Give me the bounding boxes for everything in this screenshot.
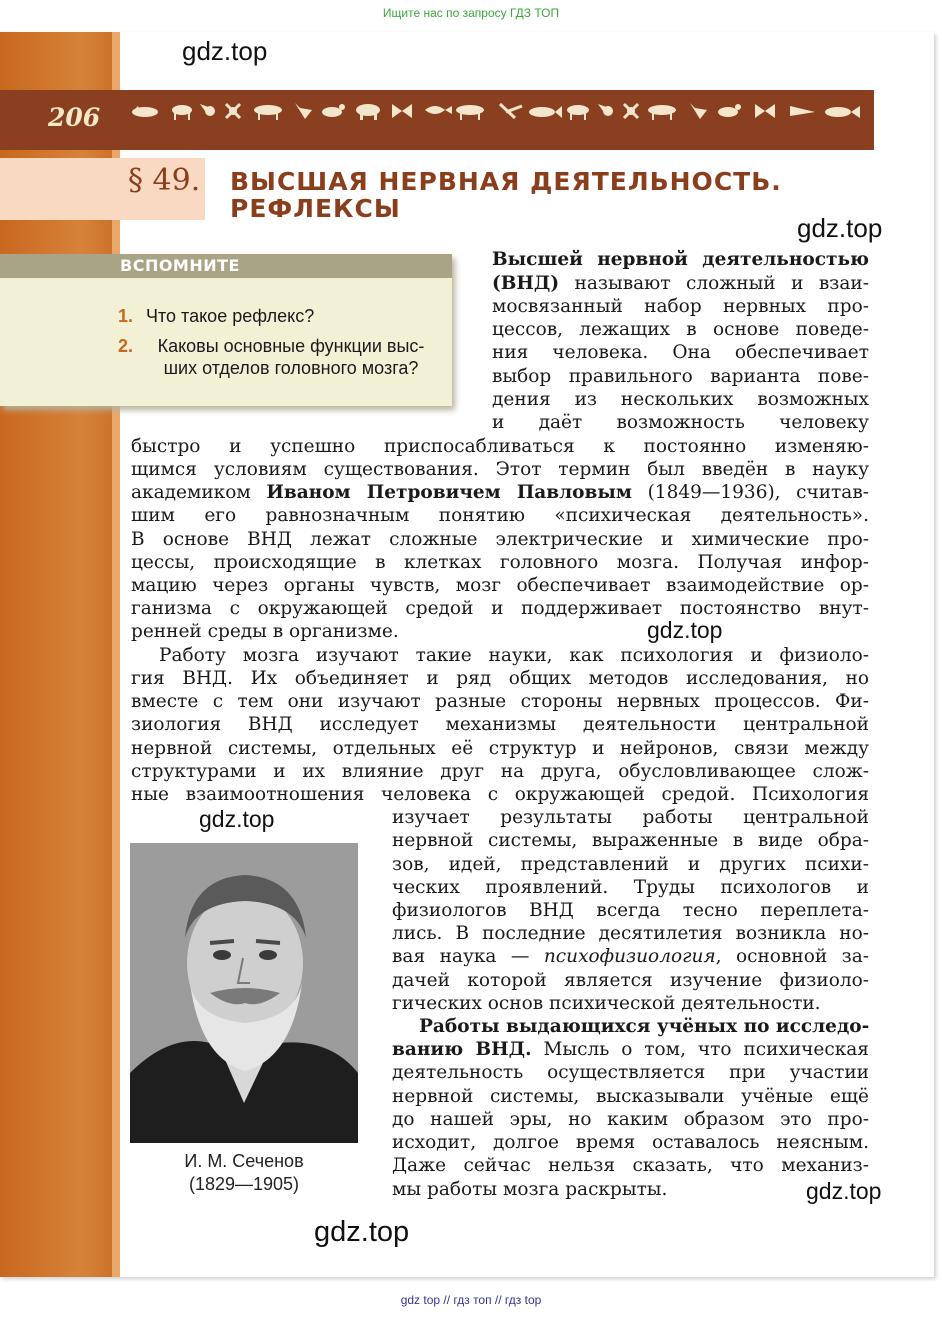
watermark: gdz.top (199, 806, 275, 832)
question-text: Что такое рефлекс? (146, 306, 315, 326)
body-line: Работу мозга изучают такие науки, как психология и физиоло- (159, 645, 869, 666)
body-line: выбор правильного варианта пове- (492, 366, 869, 387)
body-line: структурами и их влияние друг на друга, обусловливающее слож- (131, 761, 869, 782)
section-number: § 49. (128, 163, 201, 198)
question-text-line: Каковы основные функции выс- (157, 336, 425, 356)
body-line: зиология ВНД исследует механизмы деятельности центральной (131, 714, 869, 735)
italic-term: психофизиология (543, 946, 716, 967)
body-line: нервной системы, высказывали учёные ещё (392, 1086, 869, 1107)
body-line: зов, идей, представлений и других психи- (392, 854, 869, 875)
body-line: В основе ВНД лежат сложные электрические и химические про- (131, 529, 869, 550)
top-banner[interactable]: Ищите нас по запросу ГДЗ ТОП (382, 6, 560, 20)
question-number: 2. (118, 336, 134, 356)
body-line: деятельность осуществляется при участии (392, 1062, 869, 1083)
body-text: называют сложный и взаи- (574, 273, 869, 294)
watermark: gdz.top (182, 36, 268, 66)
watermark: gdz.top (314, 1216, 410, 1248)
body-line: нервной системы, выраженные в виде обра- (392, 830, 869, 851)
body-line: щимся условиям существования. Этот термин был введён в науку (131, 459, 869, 480)
sechenov-portrait (130, 843, 358, 1143)
caption-years: (1829—1905) (188, 1174, 300, 1194)
watermark: gdz.top (647, 617, 723, 643)
body-line: ганизма с окружающей средой и поддерживает постоянство внут- (131, 598, 869, 619)
body-line: мацию через органы чувств, мозг обеспечивает взаимодействие ор- (131, 575, 869, 596)
body-line: мы работы мозга раскрыты. (392, 1179, 668, 1200)
body-line: нервной системы, отдельных её структур и нейронов, связи между (131, 738, 869, 759)
page-number: 206 (48, 103, 101, 132)
body-line: ные взаимоотношения человека с окружающей средой. Психология (131, 784, 869, 805)
body-line (392, 1038, 869, 1061)
body-line: вместе с тем они изучают разные стороны нервных процессов. Фи- (131, 691, 869, 712)
caption-name: И. М. Сеченов (184, 1151, 304, 1171)
footer-links[interactable]: gdz top // гдз топ // гдз top (400, 1293, 542, 1307)
animal-silhouettes-icon (130, 100, 865, 122)
body-line: гических основ психической деятельности. (392, 993, 821, 1014)
body-line: мосвязанный набор нервных про- (492, 296, 869, 317)
body-line: ческих проявлений. Труды психологов и (392, 877, 869, 898)
body-line: дения из нескольких возможных (492, 389, 869, 410)
body-line (131, 481, 869, 504)
bold-term: ванию ВНД. (392, 1039, 532, 1060)
bold-term: Иваном Петровичем Павловым (266, 482, 632, 503)
body-line: гия ВНД. Их объединяет и ряд общих методов исследования, но (131, 668, 869, 689)
body-line: ния человека. Она обеспечивает (492, 342, 869, 363)
body-line: цессов, лежащих в основе поведе- (492, 319, 869, 340)
body-text: академиком (131, 482, 251, 503)
portrait-caption (130, 1150, 358, 1196)
body-line: быстро и успешно приспосабливаться к постоянно изменяю- (131, 436, 869, 457)
question-number: 1. (118, 306, 134, 326)
body-line: физиологов ВНД всегда тесно переплета- (392, 900, 869, 921)
bold-term: (ВНД) (492, 273, 560, 294)
body-text: , основной за- (715, 946, 869, 967)
body-line: лись. В последние десятилетия возникла но- (392, 923, 869, 944)
body-text: Мысль о том, что психическая (543, 1039, 869, 1060)
body-line: Высшей нервной деятельностью (492, 249, 869, 270)
body-text: вая наука — (392, 946, 530, 967)
body-line: и даёт возможность человеку (492, 412, 869, 433)
body-line: цессы, происходящие в клетках головного мозга. Получая инфор- (131, 552, 869, 573)
body-line (392, 945, 869, 968)
body-line: Работы выдающихся учёных по исследо- (419, 1016, 869, 1037)
section-title-line: ВЫСШАЯ НЕРВНАЯ ДЕЯТЕЛЬНОСТЬ. (230, 167, 782, 196)
body-line: до нашей эры, но каким образом это про- (392, 1109, 869, 1130)
body-line: ренней среды в организме. (131, 621, 399, 642)
recall-question (118, 305, 438, 327)
section-title-line: РЕФЛЕКСЫ (230, 194, 401, 223)
body-line: шим его равнозначным понятию «психическая деятельность». (131, 505, 869, 526)
question-text-line: ших отделов головного мозга? (163, 358, 419, 378)
body-text: (1849—1936), считав- (647, 482, 869, 503)
question-text (146, 335, 436, 379)
section-title (230, 168, 870, 222)
body-line: Даже сейчас нельзя сказать, что механиз- (392, 1155, 869, 1176)
recall-title: ВСПОМНИТЕ (120, 256, 240, 275)
body-line: дачей которой является изучение физиоло- (392, 970, 869, 991)
watermark: gdz.top (797, 213, 883, 243)
recall-question (118, 335, 438, 379)
body-line (492, 272, 869, 295)
watermark: gdz.top (806, 1178, 882, 1204)
body-line: исходит, долгое время оставалось неясным. (392, 1132, 869, 1153)
body-line: изучает результаты работы центральной (392, 807, 869, 828)
